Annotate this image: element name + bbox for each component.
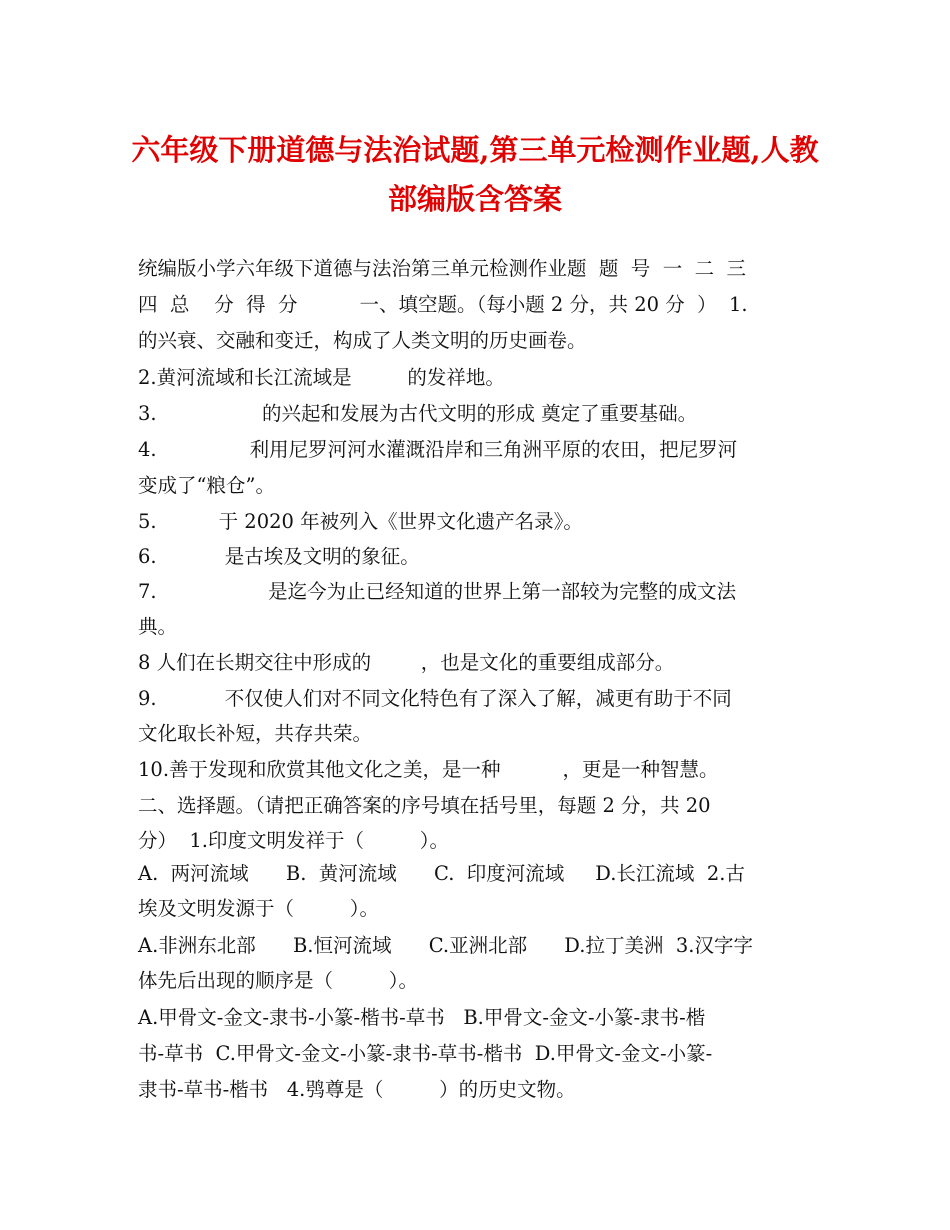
text-line: 9. 不仅使人们对不同文化特色有了深入了解，减更有助于不同 xyxy=(138,687,732,710)
text-line: A. 两河流域 B. 黄河流域 C. 印度河流域 D.长江流域 2.古 xyxy=(138,862,745,885)
text-line: 统编版小学六年级下道德与法治第三单元检测作业题 题 号 一 二 三 xyxy=(138,257,746,280)
text-line: 8 人们在长期交往中形成的 ，也是文化的重要组成部分。 xyxy=(138,651,675,674)
text-line: 变成了“粮仓”。 xyxy=(138,474,275,497)
text-line: 的兴衰、交融和变迁，构成了人类文明的历史画卷。 xyxy=(138,329,587,352)
text-line: 体先后出现的顺序是（ ）。 xyxy=(138,969,419,992)
text-line: 书-草书 C.甲骨文-金文-小篆-隶书-草书-楷书 D.甲骨文-金文-小篆- xyxy=(138,1042,713,1065)
text-line: 10.善于发现和欣赏其他文化之美，是一种 ，更是一种智慧。 xyxy=(138,758,719,781)
text-line: 2.黄河流域和长江流域是 的发祥地。 xyxy=(138,366,505,389)
text-line: 3. 的兴起和发展为古代文明的形成 奠定了重要基础。 xyxy=(138,402,698,425)
text-line: A.非洲东北部 B.恒河流域 C.亚洲北部 D.拉丁美洲 3.汉字字 xyxy=(138,934,753,957)
text-line: 文化取长补短，共存共荣。 xyxy=(138,722,373,745)
document-title-line-2: 部编版含答案 xyxy=(387,182,562,216)
document-title-line-1: 六年级下册道德与法治试题,第三单元检测作业题,人教 xyxy=(131,133,819,167)
text-line: 7. 是迄今为止已经知道的世界上第一部较为完整的成文法 xyxy=(138,580,737,603)
text-line: 四 总 分 得 分 一、填空题。（每小题 2 分，共 20 分 ） 1. xyxy=(138,293,748,316)
text-line: 典。 xyxy=(138,615,178,638)
text-line: 埃及文明发源于（ ）。 xyxy=(138,897,380,920)
text-line: 4. 利用尼罗河河水灌溉沿岸和三角洲平原的农田，把尼罗河 xyxy=(138,438,738,461)
text-line: 二、选择题。（请把正确答案的序号填在括号里，每题 2 分，共 20 xyxy=(138,794,711,817)
text-line: 5. 于 2020 年被列入《世界文化遗产名录》。 xyxy=(138,510,583,533)
text-line: 隶书-草书-楷书 4.鸮尊是（ ）的历史文物。 xyxy=(138,1078,576,1101)
text-line: 分） 1.印度文明发祥于（ ）。 xyxy=(138,829,450,852)
text-line: A.甲骨文-金文-隶书-小篆-楷书-草书 B.甲骨文-金文-小篆-隶书-楷 xyxy=(138,1006,706,1029)
text-line: 6. 是古埃及文明的象征。 xyxy=(138,545,420,568)
